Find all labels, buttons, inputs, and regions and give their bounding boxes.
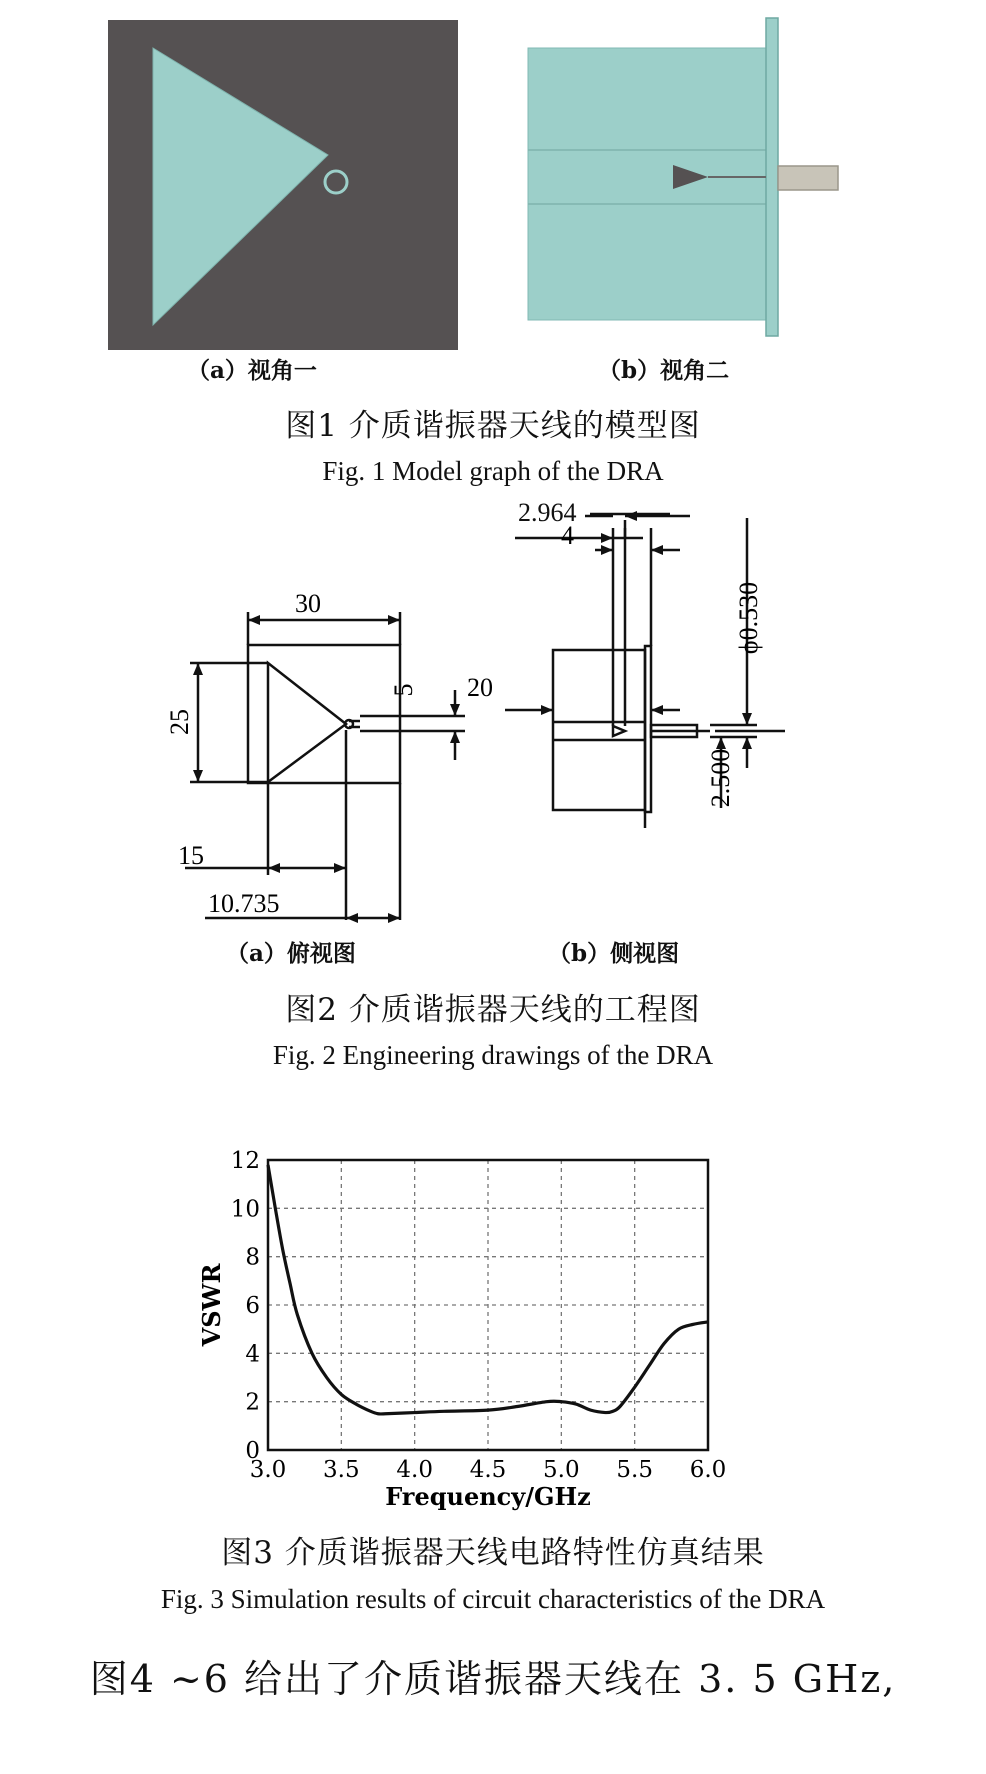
chart-x-tick-label: 6.0 xyxy=(689,1457,727,1483)
fig2-side-outline xyxy=(553,650,645,810)
chart-x-tick-label: 4.5 xyxy=(469,1457,507,1483)
chart-x-tick-label: 5.0 xyxy=(543,1457,580,1483)
fig2-dim-left: 15 xyxy=(178,841,204,870)
fig1-caption-zh: 图1 介质谐振器天线的模型图 xyxy=(285,408,701,444)
fig2-subcaption-a: （a）俯视图 xyxy=(226,940,356,967)
fig1-side-body xyxy=(528,48,766,320)
fig2-dim-diameter: ϕ0.530 xyxy=(734,581,763,655)
chart-y-tick-label: 12 xyxy=(230,1148,260,1174)
chart-x-tick-label: 4.0 xyxy=(396,1457,433,1483)
chart-x-axis-label: Frequency/GHz xyxy=(385,1482,591,1511)
chart-y-tick-label: 10 xyxy=(230,1196,260,1223)
chart-y-tick-label: 0 xyxy=(245,1438,260,1464)
fig2-side-view-drawing xyxy=(467,498,795,918)
fig3-vswr-chart xyxy=(190,1145,750,1520)
fig2-dim-tip: 10.735 xyxy=(208,889,280,918)
fig1-subcaption-b: （b）视角二 xyxy=(598,357,730,384)
chart-grid xyxy=(268,1160,708,1450)
fig3-caption-en: Fig. 3 Simulation results of circuit characteristics of the DRA xyxy=(160,1584,826,1614)
fig2-dim-gap: 5 xyxy=(389,683,418,697)
fig2-dim-width: 30 xyxy=(295,589,321,618)
chart-y-tick-label: 2 xyxy=(245,1389,260,1416)
chart-x-tick-label: 5.5 xyxy=(616,1457,653,1483)
body-paragraph-line: 图4 ~6 给出了介质谐振器天线在 3. 5 GHz, xyxy=(89,1657,897,1701)
fig1-ground-plate xyxy=(766,18,778,336)
fig2-dim-height: 25 xyxy=(165,709,194,735)
fig2-dim-four: 4 xyxy=(561,521,574,550)
fig2-subcaption-b: （b）侧视图 xyxy=(548,940,680,967)
chart-x-tick-label: 3.5 xyxy=(323,1457,360,1483)
fig3-caption-zh: 图3 介质谐振器天线电路特性仿真结果 xyxy=(221,1535,765,1571)
fig1-connector xyxy=(778,166,838,190)
chart-x-tick-label: 3.0 xyxy=(249,1457,287,1483)
chart-y-axis-label: VSWR xyxy=(197,1263,226,1347)
chart-y-tick-label: 8 xyxy=(245,1244,260,1271)
fig2-top-view-drawing xyxy=(150,590,480,935)
chart-y-tick-label: 6 xyxy=(245,1293,260,1319)
fig2-caption-en: Fig. 2 Engineering drawings of the DRA xyxy=(272,1040,714,1070)
fig2-caption-zh: 图2 介质谐振器天线的工程图 xyxy=(285,992,701,1028)
fig2-top-triangle xyxy=(268,663,346,782)
fig2-dim-twenty: 20 xyxy=(467,673,493,702)
fig1-view-two xyxy=(518,18,838,338)
fig1-caption-en: Fig. 1 Model graph of the DRA xyxy=(322,456,664,486)
chart-y-tick-label: 4 xyxy=(245,1341,260,1368)
fig1-subcaption-a: （a）视角一 xyxy=(187,357,317,384)
fig2-dim-offset: 2.500 xyxy=(706,748,735,808)
fig2-dim-probe-label: 2.964 xyxy=(518,498,577,527)
fig1-view-one xyxy=(108,20,458,350)
